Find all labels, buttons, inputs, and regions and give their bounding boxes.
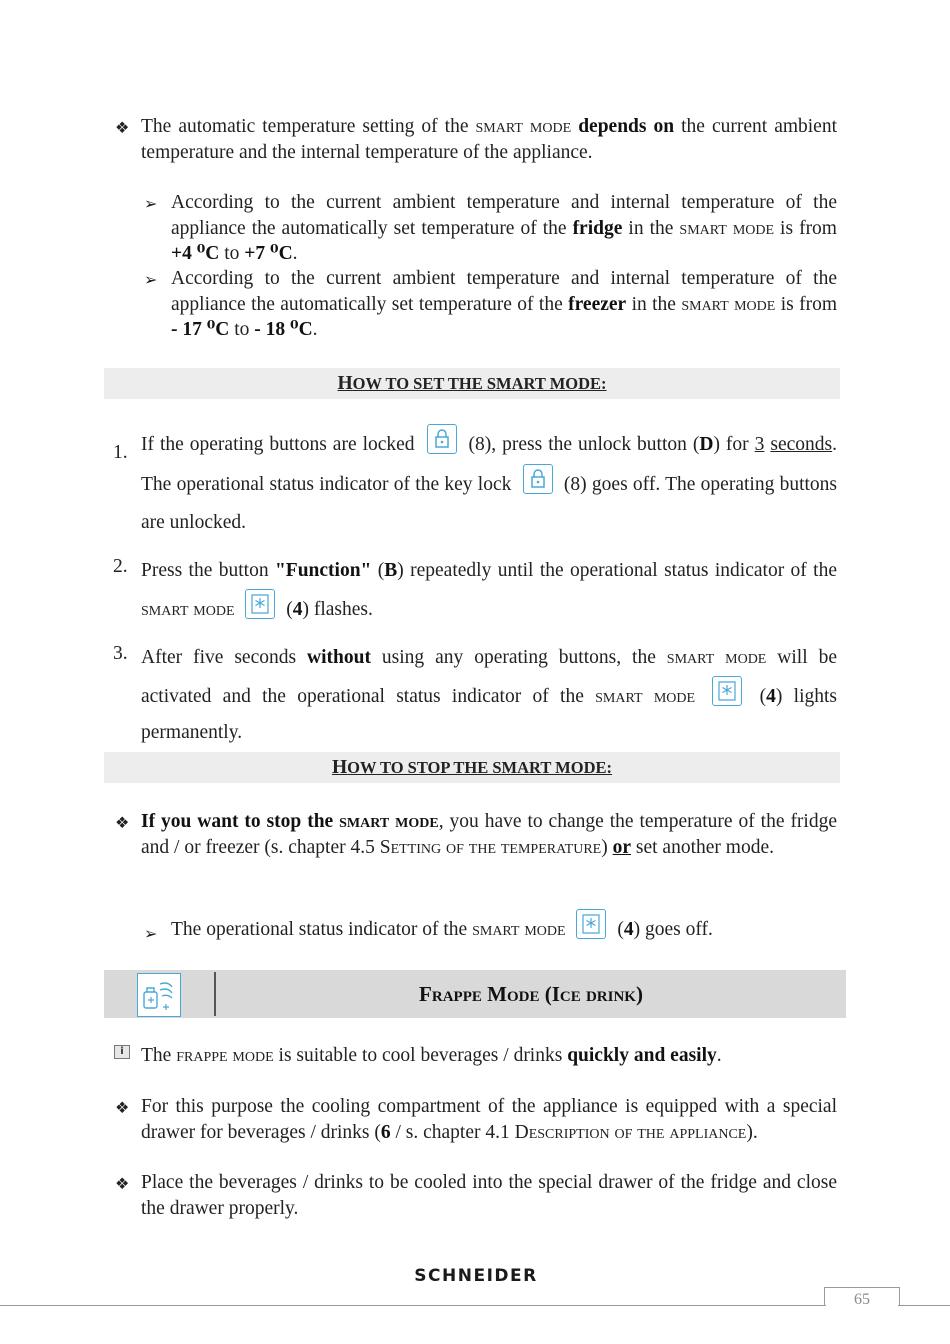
smart-mode-icon <box>576 909 606 939</box>
schneider-logo: SCHNEIDER <box>414 1266 538 1286</box>
info-icon: i <box>114 1045 130 1059</box>
arrow-bullet-icon: ➢ <box>144 196 158 213</box>
key-lock-icon <box>427 424 457 454</box>
step-number: 1. <box>113 442 128 463</box>
stop-smart-mode-paragraph: If you want to stop the smart mode, you have to change the temperature of the fridge and / or freezer (s. chapter 4.5 Setting of the temperature) or set another mode. <box>141 811 838 858</box>
page-number: 65 <box>824 1287 900 1306</box>
diamond-bullet-icon: ❖ <box>115 120 130 137</box>
step-3-text: After five seconds without using any operating buttons, the smart mode will be activated and the operational status indicator of the smart mode (4) lights permanently. <box>141 647 837 743</box>
diamond-bullet-icon: ❖ <box>115 1100 130 1117</box>
step-2-text: Press the button "Function" (B) repeatedly until the operational status indicator of the smart mode (4) flashes. <box>141 560 837 620</box>
frappe-mode-title: Frappe Mode (Ice drink) <box>419 982 643 1006</box>
intro-paragraph: The automatic temperature setting of the smart mode depends on the current ambient temperature and the internal temperature of the appliance. <box>141 116 838 163</box>
step-1-text: If the operating buttons are locked (8), press the unlock button (D) for 3 seconds. The operational status indicator of the key lock (8) goes off. The operating buttons are unlocked. <box>141 424 837 542</box>
frappe-mode-icon <box>137 973 181 1017</box>
diamond-bullet-icon: ❖ <box>115 815 130 832</box>
arrow-bullet-icon: ➢ <box>144 926 158 943</box>
frappe-info-paragraph: The frappe mode is suitable to cool beverages / drinks quickly and easily. <box>141 1045 722 1066</box>
step-number: 2. <box>113 556 128 577</box>
section-heading-stop-smart-mode: HOW TO STOP THE SMART MODE: <box>104 752 840 783</box>
fridge-range-paragraph: According to the current ambient temperature and internal temperature of the appliance the automatically set temperature of the fridge in the smart mode is from +4 ⁰C to +7 ⁰C. <box>171 192 837 264</box>
indicator-goes-off-text: The operational status indicator of the smart mode (4) goes off. <box>171 906 837 954</box>
footer-rule <box>898 1305 950 1306</box>
smart-mode-icon <box>245 589 275 619</box>
arrow-bullet-icon: ➢ <box>144 272 158 289</box>
key-lock-icon <box>523 464 553 494</box>
smart-mode-icon <box>712 676 742 706</box>
frappe-drawer-paragraph: For this purpose the cooling compartment of the appliance is equipped with a special drawer for beverages / drinks (6 / s. chapter 4.1 Description of the appliance). <box>141 1096 837 1143</box>
section-heading-set-smart-mode: HOW TO SET THE SMART MODE: <box>104 368 840 399</box>
frappe-place-paragraph: Place the beverages / drinks to be cooled into the special drawer of the fridge and close the drawer properly. <box>141 1172 837 1219</box>
diamond-bullet-icon: ❖ <box>115 1176 130 1193</box>
footer-rule <box>0 1305 826 1306</box>
freezer-range-paragraph: According to the current ambient temperature and internal temperature of the appliance the automatically set temperature of the freezer in the smart mode is from - 17 ⁰C to - 18 ⁰C. <box>171 268 837 340</box>
step-number: 3. <box>113 643 128 664</box>
